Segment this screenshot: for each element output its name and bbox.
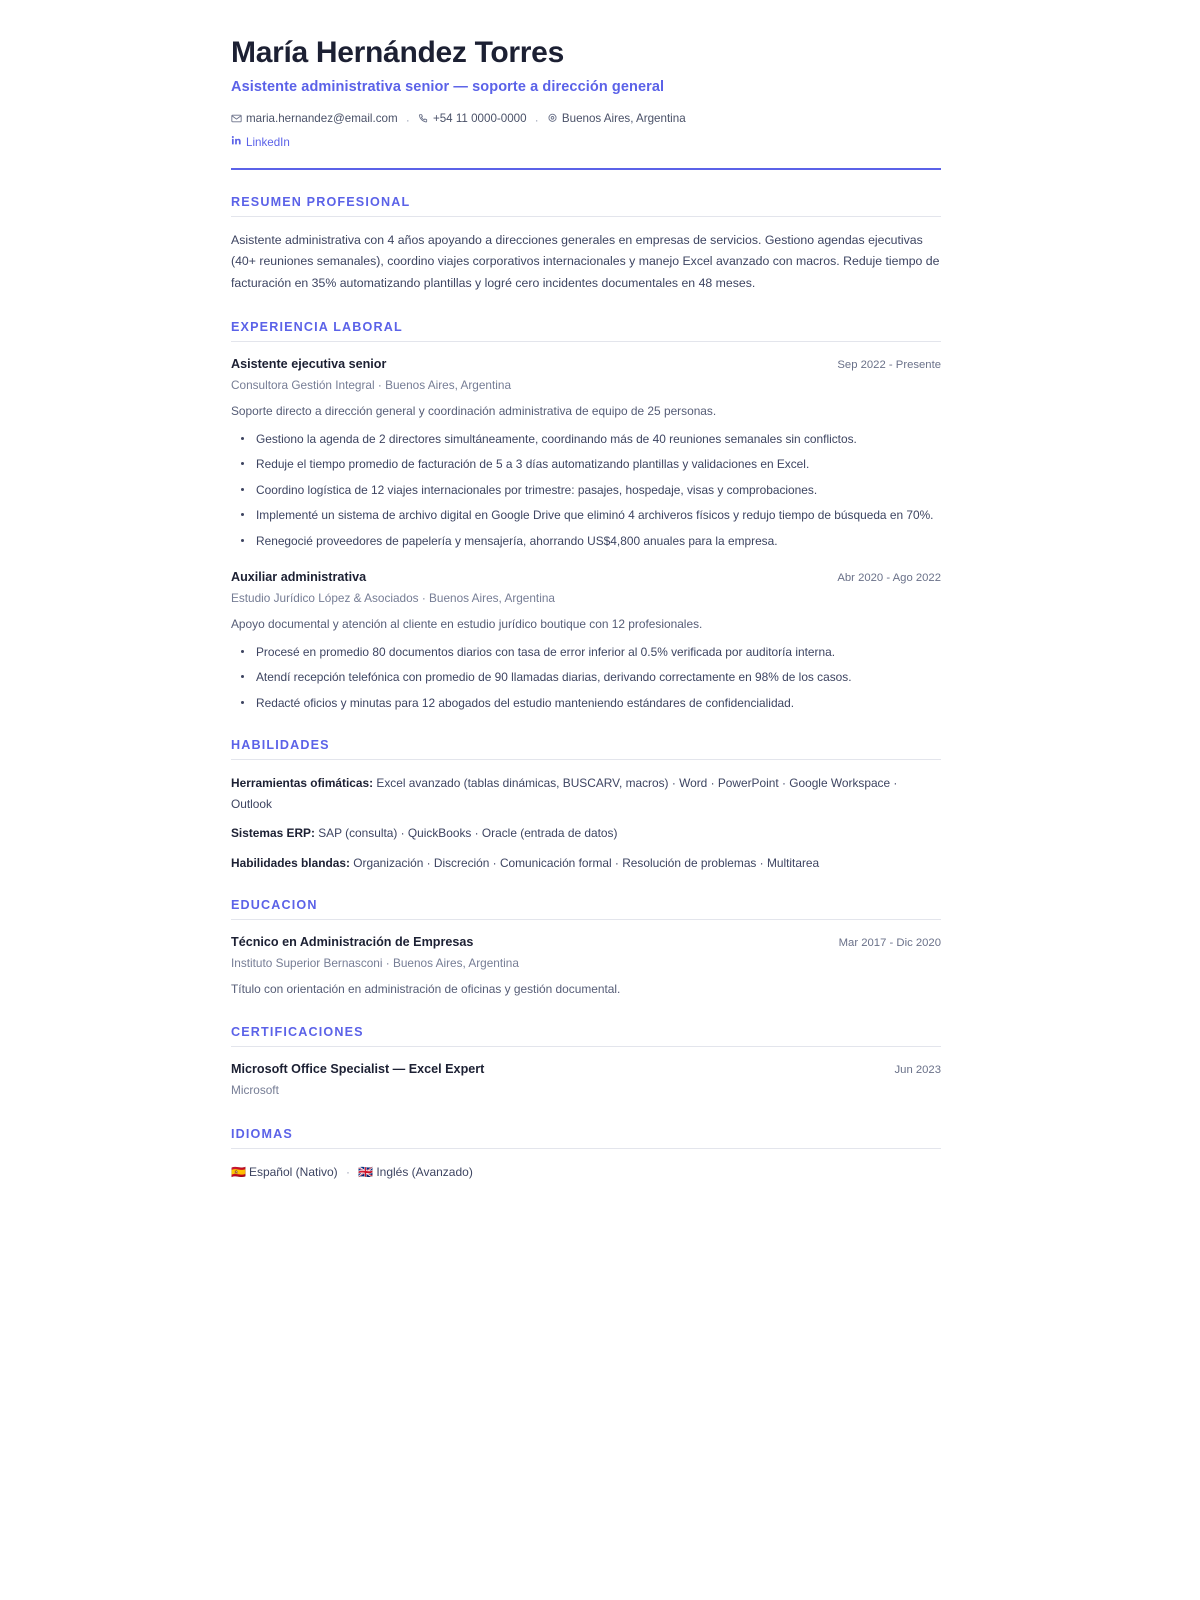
experience-entry-subtitle: Consultora Gestión Integral · Buenos Aires, Argentina bbox=[231, 378, 512, 393]
education-entry-head bbox=[231, 933, 941, 952]
language-separator: · bbox=[346, 1164, 351, 1179]
experience-entry-subtitle: Estudio Jurídico López & Asociados · Buenos Aires, Argentina bbox=[231, 591, 555, 606]
flag-icon-gb: 🇬🇧 bbox=[358, 1164, 374, 1179]
flag-icon-es: 🇪🇸 bbox=[231, 1164, 246, 1179]
certification-entry-date: Jun 2023 bbox=[894, 1064, 941, 1076]
section-title-certifications: CERTIFICACIONES bbox=[231, 1025, 364, 1039]
bullet-item: Renegocié proveedores de papelería y mensajería, ahorrando US$4,800 anuales para la empresa. bbox=[231, 531, 941, 551]
experience-entry-title: Asistente ejecutiva senior bbox=[231, 357, 387, 372]
section-rule-languages bbox=[231, 1148, 941, 1149]
linkedin-link[interactable] bbox=[231, 133, 290, 153]
skill-group-value: Organización · Discreción · Comunicación formal · Resolución de problemas · Multitarea bbox=[353, 855, 820, 870]
linkedin-label: LinkedIn bbox=[246, 135, 290, 149]
skill-group-value: Excel avanzado (tablas dinámicas, BUSCARV, macros) · Word · PowerPoint · Google Workspace · Outlook bbox=[231, 776, 898, 811]
contact-location bbox=[547, 108, 686, 131]
contact-separator-1: · bbox=[405, 114, 410, 128]
languages-row bbox=[231, 1162, 941, 1182]
section-title-summary: RESUMEN PROFESIONAL bbox=[231, 194, 411, 209]
section-rule-education bbox=[231, 919, 941, 920]
envelope-icon bbox=[231, 113, 242, 124]
section-certifications bbox=[231, 1025, 941, 1102]
contact-row bbox=[231, 108, 941, 133]
section-title-languages: IDIOMAS bbox=[231, 1126, 293, 1141]
education-entry-description: Título con orientación en administración de oficinas y gestión documental. bbox=[231, 981, 621, 996]
skill-group-value: SAP (consulta) · QuickBooks · Oracle (entrada de datos) bbox=[318, 826, 618, 841]
resume-sheet bbox=[231, 36, 941, 1182]
certification-entry-title: Microsoft Office Specialist — Excel Expert bbox=[231, 1062, 485, 1076]
bullet-item: Implementé un sistema de archivo digital en Google Drive que eliminó 4 archiveros físicos y redujo tiempo de búsqueda en 70%. bbox=[231, 505, 941, 525]
section-experience bbox=[231, 320, 941, 713]
experience-entry-head bbox=[231, 355, 941, 374]
contact-phone[interactable] bbox=[418, 108, 527, 131]
experience-entry bbox=[231, 568, 941, 713]
bullet-item: Reduje el tiempo promedio de facturación de 5 a 3 días automatizando plantillas y validaciones en Excel. bbox=[231, 454, 941, 474]
language-item bbox=[358, 1165, 472, 1179]
experience-entry bbox=[231, 355, 941, 551]
section-languages bbox=[231, 1127, 941, 1182]
bullet-item: Gestiono la agenda de 2 directores simultáneamente, coordinando más de 40 reuniones semanales sin conflictos. bbox=[231, 429, 941, 449]
experience-entry-date: Sep 2022 - Presente bbox=[837, 359, 941, 372]
contact-phone-text: +54 11 0000-0000 bbox=[432, 111, 527, 125]
contact-email[interactable] bbox=[231, 108, 398, 131]
resume-header bbox=[231, 36, 941, 170]
skill-group bbox=[231, 773, 941, 814]
section-title-experience: EXPERIENCIA LABORAL bbox=[231, 320, 403, 335]
section-rule-experience bbox=[231, 341, 941, 342]
experience-entry-description: Soporte directo a dirección general y coordinación administrativa de equipo de 25 personas. bbox=[231, 403, 717, 418]
education-entry-title: Técnico en Administración de Empresas bbox=[231, 935, 474, 950]
skill-group bbox=[231, 823, 941, 843]
bullet-item: Coordino logística de 12 viajes internacionales por trimestre: pasajes, hospedaje, visas y comprobaciones. bbox=[231, 480, 941, 500]
experience-entry-bullets bbox=[231, 642, 941, 713]
phone-icon bbox=[418, 113, 429, 124]
section-rule-skills bbox=[231, 759, 941, 760]
candidate-name: María Hernández Torres bbox=[231, 36, 564, 69]
certification-entry-subtitle: Microsoft bbox=[231, 1082, 279, 1097]
skill-group-label: Habilidades blandas: bbox=[231, 855, 350, 870]
bullet-item: Procesé en promedio 80 documentos diarios con tasa de error inferior al 0.5% verificada por auditoría interna. bbox=[231, 642, 941, 662]
skill-group-label: Herramientas ofimáticas: bbox=[231, 776, 374, 791]
language-item bbox=[231, 1165, 341, 1179]
experience-entry-title: Auxiliar administrativa bbox=[231, 570, 367, 585]
experience-entry-description: Apoyo documental y atención al cliente en estudio jurídico boutique con 12 profesionales. bbox=[231, 616, 703, 631]
contact-separator-2: · bbox=[534, 114, 539, 128]
candidate-headline: Asistente administrativa senior — soporte a dirección general bbox=[231, 78, 665, 95]
certification-entry-head bbox=[231, 1060, 941, 1079]
summary-text: Asistente administrativa con 4 años apoyando a direcciones generales en empresas de servicios. Gestiono agendas ejecutivas (40+ reuniones semanales), coordino viajes corporativos internacionales y manejo Excel avanzado con macros. Reduje tiempo de facturación en 35% automatizando plantillas y logré cero incidentes documentales en 48 meses. bbox=[231, 232, 940, 291]
language-label: Español (Nativo) bbox=[248, 1164, 338, 1179]
section-rule-summary bbox=[231, 216, 941, 217]
bullet-item: Atendí recepción telefónica con promedio de 90 llamadas diarias, derivando correctamente en 98% de los casos. bbox=[231, 667, 941, 687]
education-entry-date: Mar 2017 - Dic 2020 bbox=[838, 937, 941, 950]
education-entry bbox=[231, 933, 941, 1000]
skill-group-label: Sistemas ERP: bbox=[231, 826, 315, 841]
experience-entry-head bbox=[231, 568, 941, 587]
section-title-skills: HABILIDADES bbox=[231, 738, 330, 753]
experience-entry-date: Abr 2020 - Ago 2022 bbox=[837, 572, 941, 585]
section-summary bbox=[231, 195, 941, 296]
location-pin-icon bbox=[547, 113, 558, 124]
section-education bbox=[231, 898, 941, 1000]
contact-location-text: Buenos Aires, Argentina bbox=[561, 111, 686, 125]
bullet-item: Redacté oficios y minutas para 12 abogados del estudio manteniendo estándares de confidencialidad. bbox=[231, 693, 941, 713]
linkedin-row bbox=[231, 133, 941, 153]
contact-email-text: maria.hernandez@email.com bbox=[246, 111, 398, 125]
language-label: Inglés (Avanzado) bbox=[376, 1164, 473, 1179]
experience-entry-bullets bbox=[231, 429, 941, 551]
section-title-education: EDUCACION bbox=[231, 898, 318, 913]
header-accent-rule bbox=[231, 168, 941, 170]
certification-entry bbox=[231, 1060, 941, 1102]
education-entry-subtitle: Instituto Superior Bernasconi · Buenos Aires, Argentina bbox=[231, 956, 519, 971]
skill-group bbox=[231, 853, 941, 873]
section-skills bbox=[231, 738, 941, 873]
linkedin-icon bbox=[231, 133, 242, 153]
section-rule-certifications bbox=[231, 1046, 941, 1047]
